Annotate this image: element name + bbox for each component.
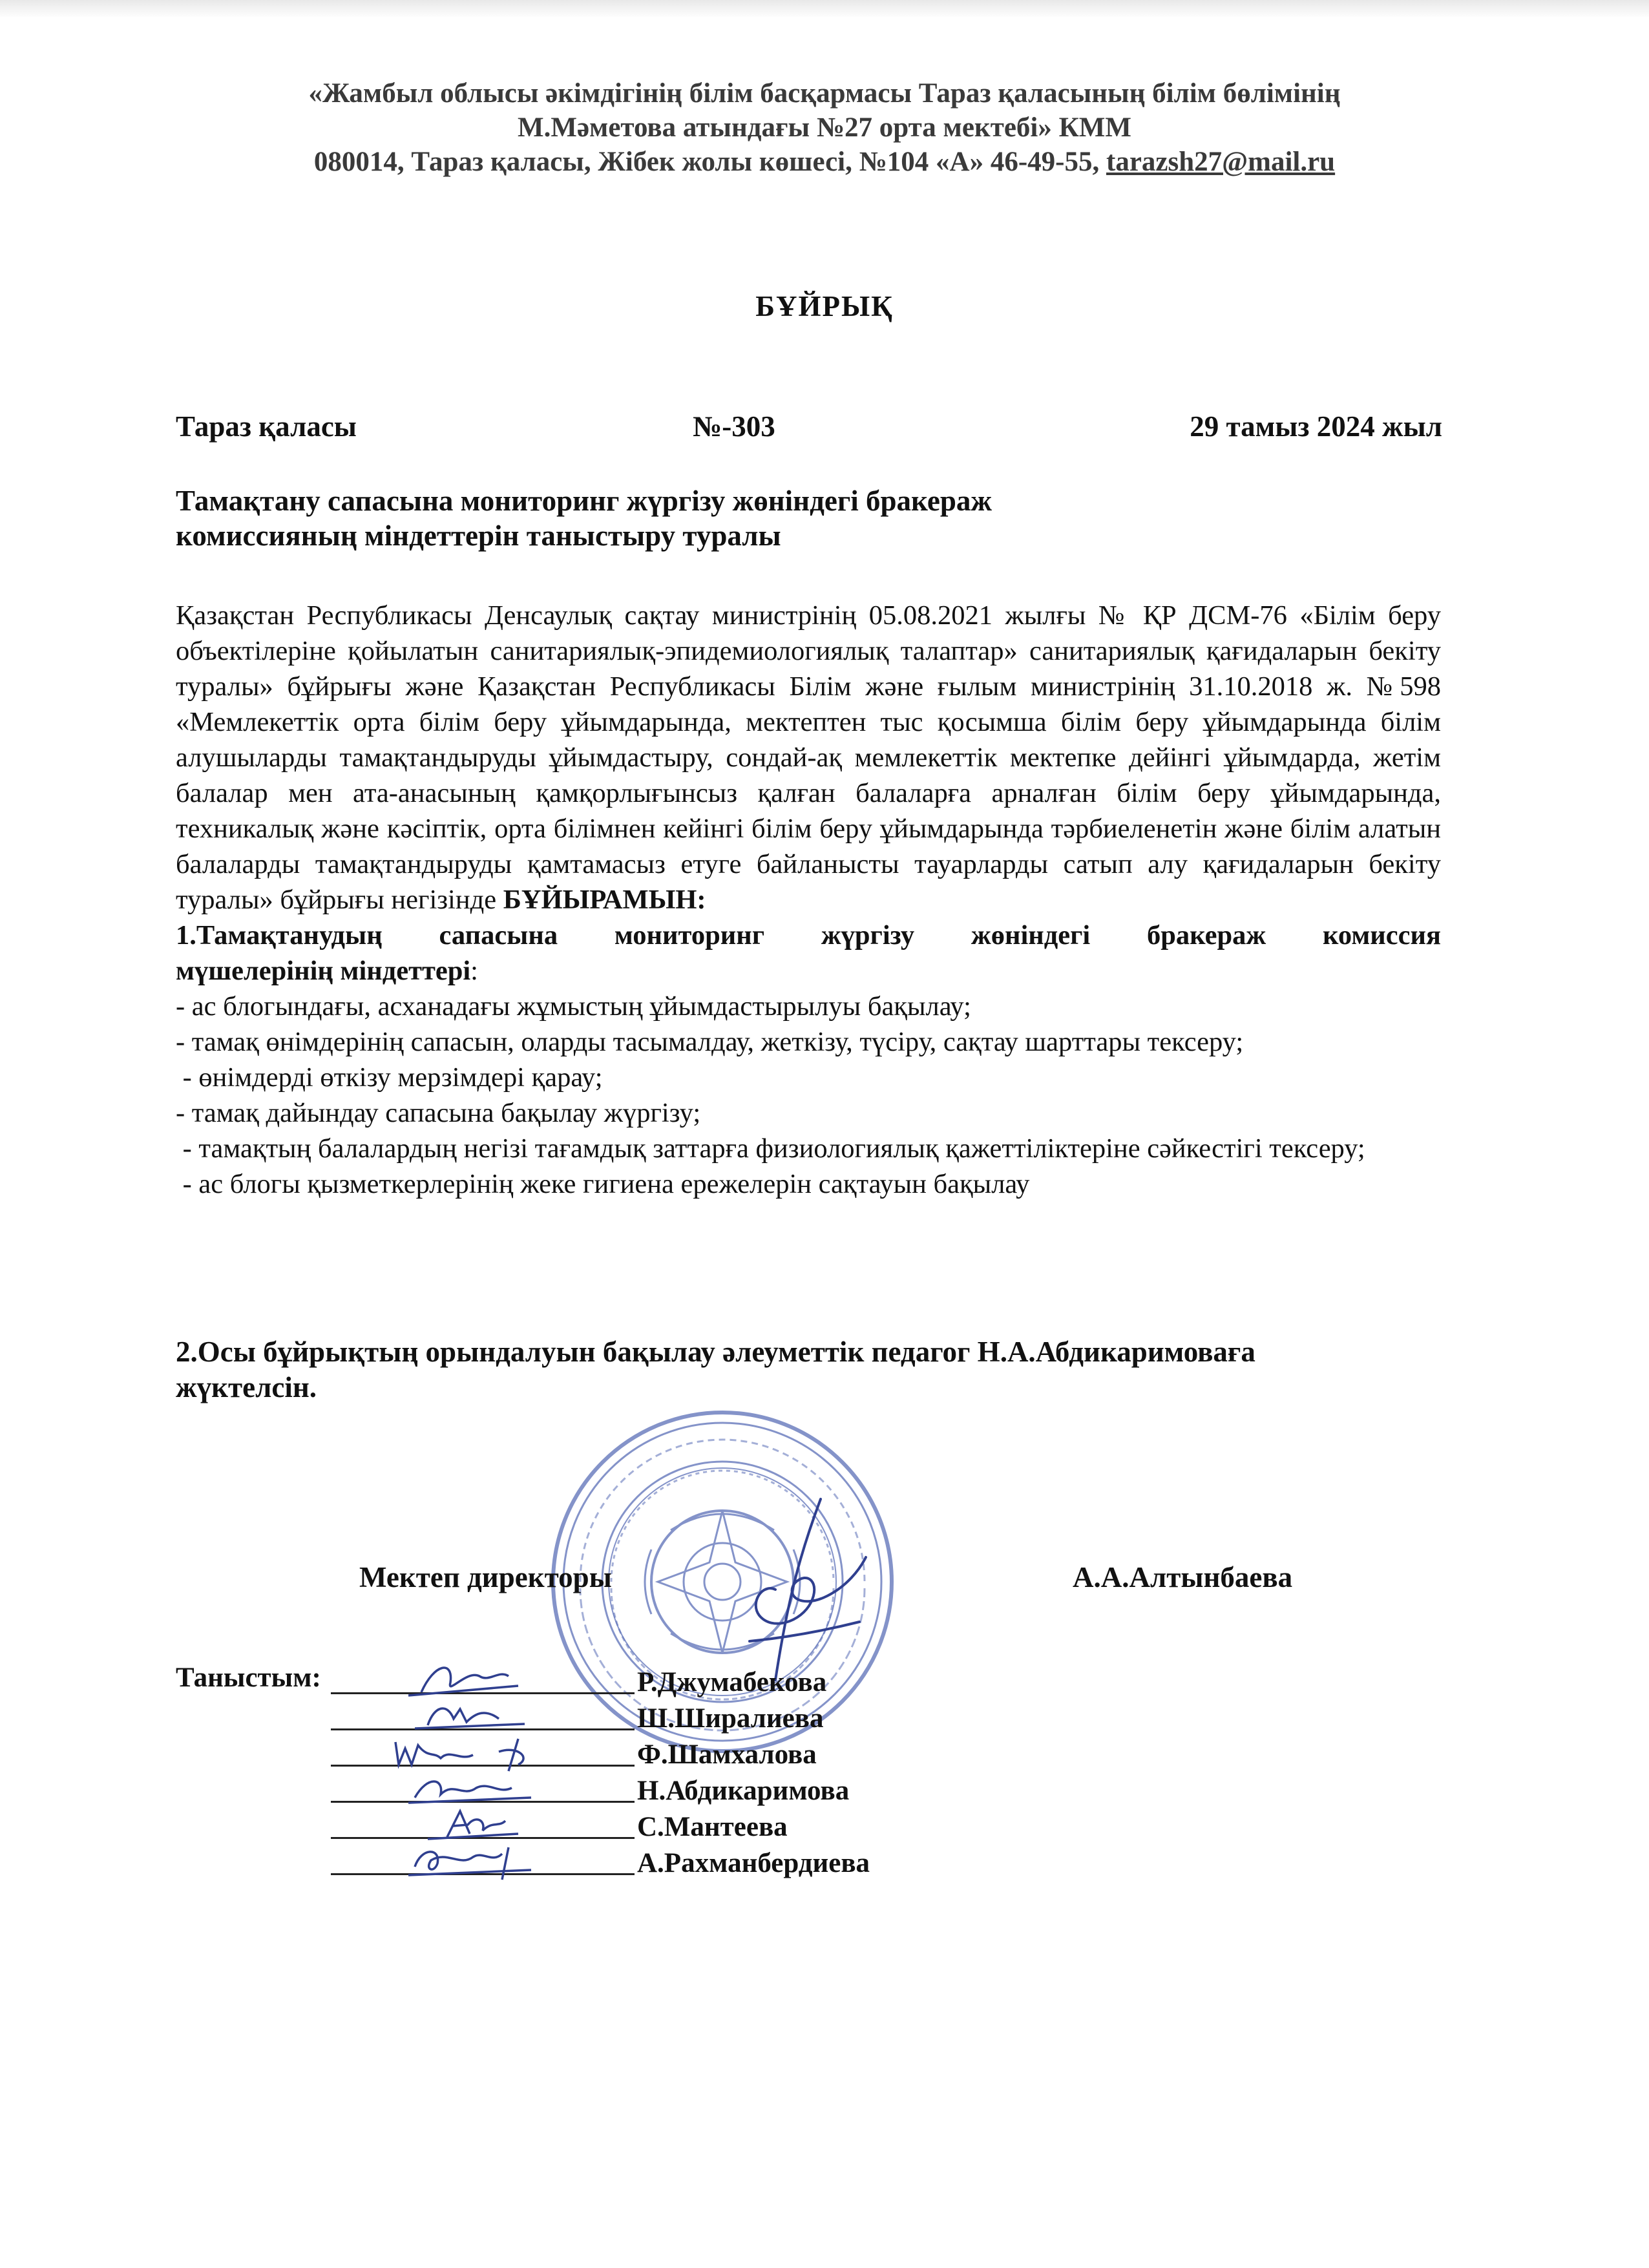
scan-edge — [0, 0, 1649, 18]
subject-line-2: комиссияның міндеттерін таныстыру туралы — [176, 520, 781, 552]
acknowledger-name: Ш.Ширалиева — [637, 1703, 824, 1734]
item1-heading-cont — [176, 953, 1441, 989]
director-title: Мектеп директоры — [359, 1561, 612, 1593]
address-phone: 080014, Тараз қаласы, Жібек жолы көшесі, №104 «А» 46-49-55, — [313, 147, 1106, 177]
acknowledgement-row — [331, 1843, 912, 1879]
letterhead-line-2: М.Мәметова атындағы №27 орта мектебі» КММ — [518, 112, 1131, 143]
document-title: БҰЙРЫҚ — [755, 290, 894, 322]
letterhead-line-3 — [0, 145, 1649, 179]
duty-item: - ас блогындағы, асханадағы жұмыстың ұйымдастырылуы бақылау; — [176, 991, 971, 1022]
duty-item: - ас блогы қызметкерлерінің жеке гигиена ережелерін сақтауын бақылау — [176, 1169, 1030, 1199]
duty-item: - тамақ дайындау сапасына бақылау жүргізу; — [176, 1098, 701, 1128]
item1-heading-tail: мүшелерінің міндеттері — [176, 956, 471, 986]
preamble-paragraph — [176, 598, 1441, 918]
duty-item: - тамақ өнімдерінің сапасын, оларды тасымалдау, жеткізу, түсіру, сақтау шарттары тексеру; — [176, 1027, 1244, 1057]
order-body — [176, 598, 1441, 1202]
order-city: Тараз қаласы — [176, 410, 357, 443]
order-meta-row — [176, 410, 1442, 448]
subject-line-1: Тамақтану сапасына мониторинг жүргізу жөніндегі бракераж — [176, 485, 992, 517]
order-word: БҰЙЫРАМЫН: — [503, 885, 706, 915]
duty-item: - өнімдерді өткізу мерзімдері қарау; — [176, 1062, 603, 1093]
preamble-text: Қазақстан Республикасы Денсаулық сақтау министрінің 05.08.2021 жылғы № ҚР ДСМ-76 «Білім беру объектілеріне қойылатын санитариялық-эпидемиологиялық талаптар» санитариялық қағидаларын бекіту туралы» бұйрығы және Қазақстан Республикасы Білім және ғылым министрінің 31.10.2018 ж. №598 «Мемлекеттік орта білім беру ұйымдарында, мектептен тыс қосымша білім беру ұйымдарында білім алушыларды тамақтандыруды ұйымдастыру, сондай-ақ мемлекеттік мектепке дейінгі ұйымдарда, жетім балалар мен ата-анасының қамқорлығынсыз қалған балаларға арналған білім беру ұйымдарында, техникалық және кәсіптік, орта білімнен кейінгі білім беру ұйымдарында тәрбиеленетін және білім алатын балаларды тамақтандыруды қамтамасыз етуге байланысты тауарларды сатып алу қағидаларын бекіту туралы» бұйрығы негізінде — [176, 600, 1441, 915]
letterhead-line-1: «Жамбыл облысы әкімдігінің білім басқармасы Тараз қаласының білім бөлімінің — [308, 78, 1341, 109]
order-number: №-303 — [693, 410, 775, 443]
order-date: 29 тамыз 2024 жыл — [1190, 410, 1442, 443]
item2-paragraph — [176, 1334, 1442, 1405]
handwritten-signature-icon — [370, 1838, 576, 1883]
order-subject — [176, 483, 1210, 553]
item1-colon: : — [470, 956, 478, 986]
acknowledger-name: Р.Джумабекова — [637, 1667, 827, 1697]
acknowledger-name: С.Мантеева — [637, 1812, 788, 1842]
email-link[interactable]: tarazsh27@mail.ru — [1106, 147, 1336, 177]
director-name: А.А.Алтынбаева — [1073, 1561, 1293, 1593]
item1-heading: 1.Тамақтанудың сапасына мониторинг жүргізу жөніндегі бракераж комиссия — [176, 920, 1441, 950]
acknowledgement-label: Таныстым: — [176, 1663, 321, 1693]
item2-line-2: жүктелсін. — [176, 1371, 317, 1403]
acknowledger-name: Ф.Шамхалова — [637, 1739, 817, 1770]
duty-item: - тамақтың балалардың негізі тағамдық заттарға физиологиялық қажеттіліктеріне сәйкестігі тексеру; — [176, 1133, 1365, 1164]
letterhead — [0, 76, 1649, 179]
item2-line-1: 2.Осы бұйрықтың орындалуын бақылау әлеуметтік педагог Н.А.Абдикаримоваға — [176, 1336, 1255, 1368]
acknowledger-name: Н.Абдикаримова — [637, 1776, 850, 1806]
acknowledger-name: А.Рахманбердиева — [637, 1848, 870, 1878]
director-signature-icon — [724, 1493, 879, 1686]
